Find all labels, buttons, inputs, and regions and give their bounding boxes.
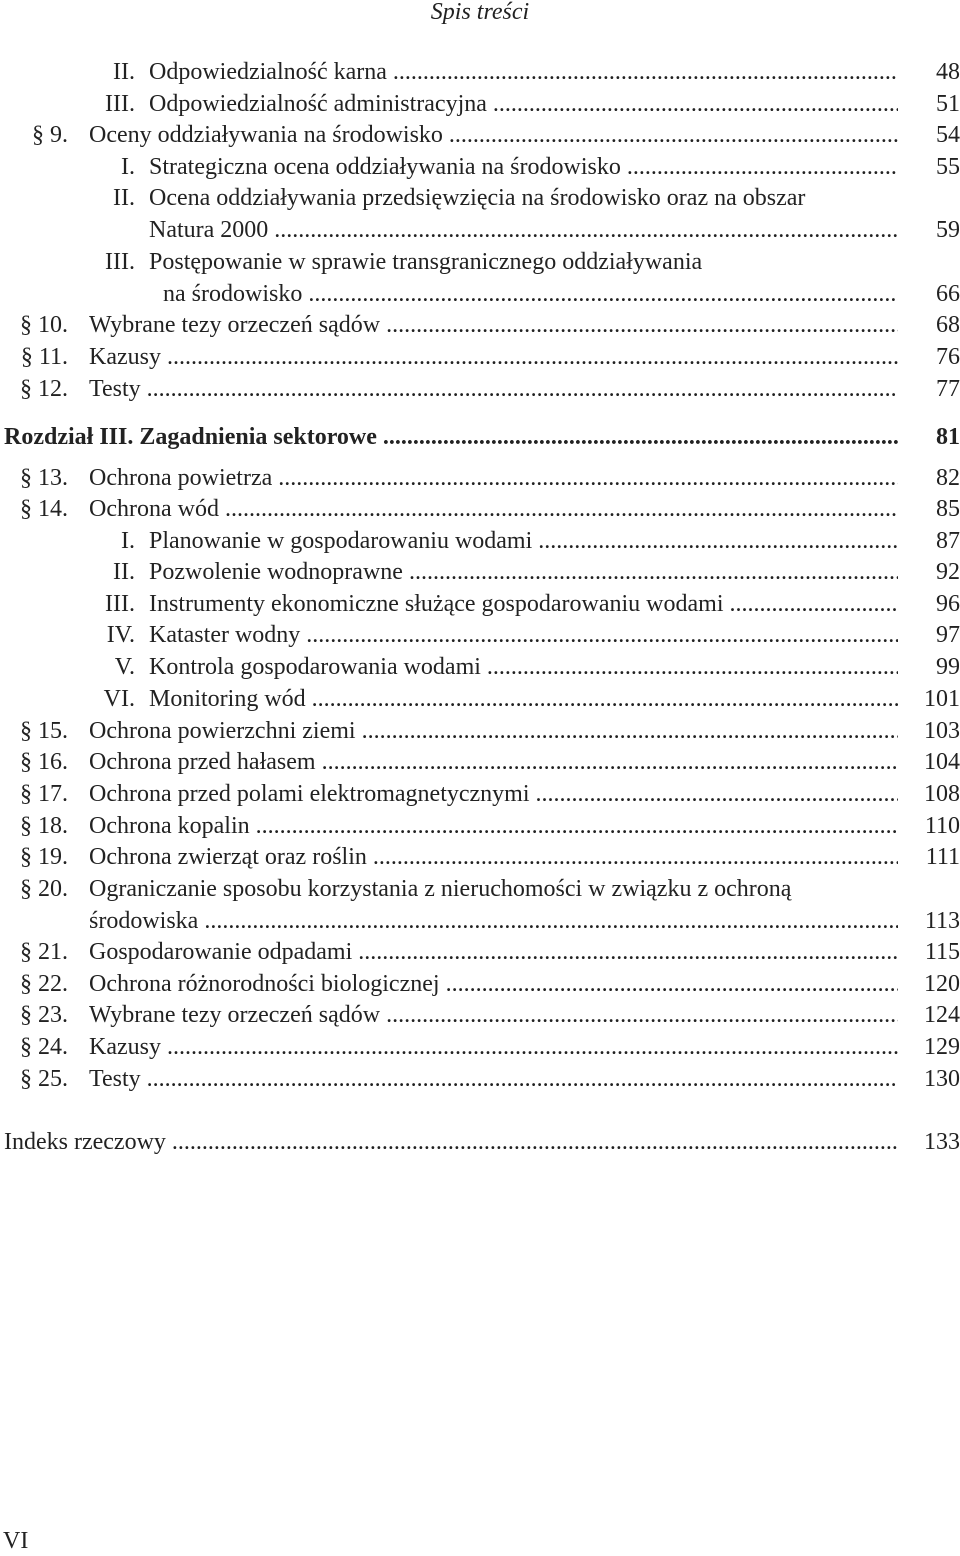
toc-entry-page: 130 — [924, 1066, 960, 1092]
toc-entry-page: 66 — [936, 281, 960, 307]
toc-entry-title: Kataster wodny ..... — [149, 620, 898, 650]
toc-entry-title: Gospodarowanie odpadami ..... — [89, 937, 898, 967]
toc-entry-title: Indeks rzeczowy ..... — [4, 1127, 898, 1157]
toc-entry-page: 82 — [936, 465, 960, 491]
page-number: VI — [3, 1528, 29, 1554]
toc-entry-page: 103 — [924, 718, 960, 744]
toc-entry-page: 99 — [936, 654, 960, 680]
toc-entry[interactable] — [0, 494, 960, 524]
toc-entry-number: § 12. — [20, 376, 68, 402]
toc-entry-page: 68 — [936, 312, 960, 338]
toc-entry-page: 96 — [936, 591, 960, 617]
toc-entry-title: Kontrola gospodarowania wodami ..... — [149, 652, 898, 682]
toc-entry[interactable] — [0, 779, 960, 809]
toc-entry-number: III. — [105, 249, 135, 275]
toc-entry-page: 51 — [936, 91, 960, 117]
toc-entry-title: Ochrona różnorodności biologicznej ..... — [89, 969, 898, 999]
toc-entry-page: 54 — [936, 122, 960, 148]
toc-entry-title: Monitoring wód ..... — [149, 684, 898, 714]
toc-entry-number: § 11. — [20, 344, 68, 370]
toc-entry-number: IV. — [106, 622, 135, 648]
toc-entry[interactable] — [0, 874, 960, 904]
toc-entry[interactable] — [0, 557, 960, 587]
toc-entry-page: 104 — [924, 749, 960, 775]
toc-entry-number: § 19. — [20, 844, 68, 870]
toc-entry-page: 81 — [936, 424, 960, 450]
toc-entry[interactable] — [0, 310, 960, 340]
toc-entry-title: środowiska ..... — [89, 906, 898, 936]
toc-entry-number: II. — [113, 59, 135, 85]
toc-entry-page: 87 — [936, 528, 960, 554]
toc-entry-page: 48 — [936, 59, 960, 85]
toc-entry-title: Rozdział III. Zagadnienia sektorowe ..... — [4, 422, 898, 452]
toc-entry[interactable] — [0, 747, 960, 777]
toc-entry-title: Wybrane tezy orzeczeń sądów ..... — [89, 310, 898, 340]
toc-entry[interactable] — [0, 342, 960, 372]
toc-entry[interactable] — [0, 1064, 960, 1094]
toc-entry-title: Instrumenty ekonomiczne służące gospodarowaniu wodami ..... — [149, 589, 898, 619]
toc-entry-number: § 13. — [20, 465, 68, 491]
toc-entry-title: na środowisko ..... — [163, 279, 898, 309]
toc-entry-number: § 15. — [20, 718, 68, 744]
toc-entry-page: 113 — [924, 908, 960, 934]
toc-entry-title: Strategiczna ocena oddziaływania na środowisko ..... — [149, 152, 898, 182]
toc-entry-page: 124 — [924, 1002, 960, 1028]
toc-entry-page: 101 — [924, 686, 960, 712]
toc-entry-number: § 17. — [20, 781, 68, 807]
toc-entry-number: § 16. — [20, 749, 68, 775]
toc-entry[interactable] — [0, 526, 960, 556]
toc-entry[interactable] — [0, 969, 960, 999]
toc-entry[interactable] — [0, 463, 960, 493]
toc-entry-number: § 25. — [20, 1066, 68, 1092]
toc-entry-title: Pozwolenie wodnoprawne ..... — [149, 557, 898, 587]
toc-entry[interactable] — [0, 279, 960, 309]
toc-entry[interactable] — [0, 152, 960, 182]
toc-entry-title: Ocena oddziaływania przedsięwzięcia na środowisko oraz na obszar — [149, 185, 806, 211]
toc-entry-page: 111 — [925, 844, 960, 870]
toc-entry[interactable] — [0, 842, 960, 872]
toc-entry-title: Odpowiedzialność administracyjna ..... — [149, 89, 898, 119]
toc-entry-number: § 14. — [20, 496, 68, 522]
toc-entry-page: 55 — [936, 154, 960, 180]
toc-entry[interactable] — [0, 247, 960, 277]
toc-entry-title: Oceny oddziaływania na środowisko ..... — [89, 120, 898, 150]
toc-entry[interactable] — [0, 422, 960, 452]
toc-entry-title: Ochrona wód ..... — [89, 494, 898, 524]
toc-entry-number: III. — [105, 591, 135, 617]
toc-entry-page: 85 — [936, 496, 960, 522]
toc-entry-number: V. — [114, 654, 135, 680]
toc-entry[interactable] — [0, 57, 960, 87]
toc-entry-number: II. — [113, 559, 135, 585]
toc-entry-title: Kazusy ..... — [89, 1032, 898, 1062]
running-header: Spis treści — [430, 0, 530, 25]
toc-entry-title: Ograniczanie sposobu korzystania z nieruchomości w związku z ochroną — [89, 876, 792, 902]
toc-entry-title: Testy ..... — [89, 1064, 898, 1094]
toc-entry[interactable] — [0, 937, 960, 967]
toc-entry-title: Planowanie w gospodarowaniu wodami ..... — [149, 526, 898, 556]
toc-entry-page: 97 — [936, 622, 960, 648]
toc-entry-number: § 23. — [20, 1002, 68, 1028]
toc-entry[interactable] — [0, 89, 960, 119]
toc-entry-number: II. — [113, 185, 135, 211]
toc-entry[interactable] — [0, 684, 960, 714]
toc-entry-page: 110 — [924, 813, 960, 839]
toc-entry-page: 76 — [936, 344, 960, 370]
toc-entry-page: 120 — [924, 971, 960, 997]
toc-entry-number: VI. — [103, 686, 135, 712]
toc-entry-page: 133 — [924, 1129, 960, 1155]
toc-entry[interactable] — [0, 589, 960, 619]
toc-entry[interactable] — [0, 374, 960, 404]
toc-entry-number: § 10. — [20, 312, 68, 338]
toc-entry-title: Ochrona powierzchni ziemi ..... — [89, 716, 898, 746]
toc-entry-number: § 18. — [20, 813, 68, 839]
toc-entry-number: § 21. — [20, 939, 68, 965]
toc-entry[interactable] — [0, 120, 960, 150]
toc-entry-title: Ochrona kopalin ..... — [89, 811, 898, 841]
toc-entry-title: Testy ..... — [89, 374, 898, 404]
toc-entry-title: Ochrona przed hałasem ..... — [89, 747, 898, 777]
toc-entry-number: § 24. — [20, 1034, 68, 1060]
toc-entry-title: Natura 2000 ..... — [149, 215, 898, 245]
toc-entry[interactable] — [0, 215, 960, 245]
toc-entry[interactable] — [0, 620, 960, 650]
toc-entry-page: 108 — [924, 781, 960, 807]
toc-entry-title: Ochrona przed polami elektromagnetycznymi ..... — [89, 779, 898, 809]
toc-entry-number: I. — [121, 154, 135, 180]
toc-entry-title: Wybrane tezy orzeczeń sądów ..... — [89, 1000, 898, 1030]
toc-entry-page: 92 — [936, 559, 960, 585]
toc-entry-number: § 22. — [20, 971, 68, 997]
toc-entry-number: I. — [121, 528, 135, 554]
toc-entry-title: Postępowanie w sprawie transgranicznego oddziaływania — [149, 249, 703, 275]
toc-entry[interactable] — [0, 1032, 960, 1062]
toc-entry[interactable] — [0, 652, 960, 682]
toc-entry[interactable] — [0, 1000, 960, 1030]
toc-entry-number: § 9. — [32, 122, 68, 148]
toc-entry[interactable] — [0, 716, 960, 746]
toc-entry-page: 129 — [924, 1034, 960, 1060]
toc-entry-number: § 20. — [20, 876, 68, 902]
toc-entry-title: Odpowiedzialność karna ..... — [149, 57, 898, 87]
toc-entry-title: Ochrona zwierząt oraz roślin ..... — [89, 842, 898, 872]
toc-entry-page: 59 — [936, 217, 960, 243]
toc-entry-title: Kazusy ..... — [89, 342, 898, 372]
toc-entry-page: 115 — [924, 939, 960, 965]
toc-entry[interactable] — [0, 1127, 960, 1157]
toc-entry-page: 77 — [936, 376, 960, 402]
toc-entry-number: III. — [105, 91, 135, 117]
toc-entry[interactable] — [0, 183, 960, 213]
toc-entry-title: Ochrona powietrza ..... — [89, 463, 898, 493]
toc-entry[interactable] — [0, 811, 960, 841]
toc-entry[interactable] — [0, 906, 960, 936]
